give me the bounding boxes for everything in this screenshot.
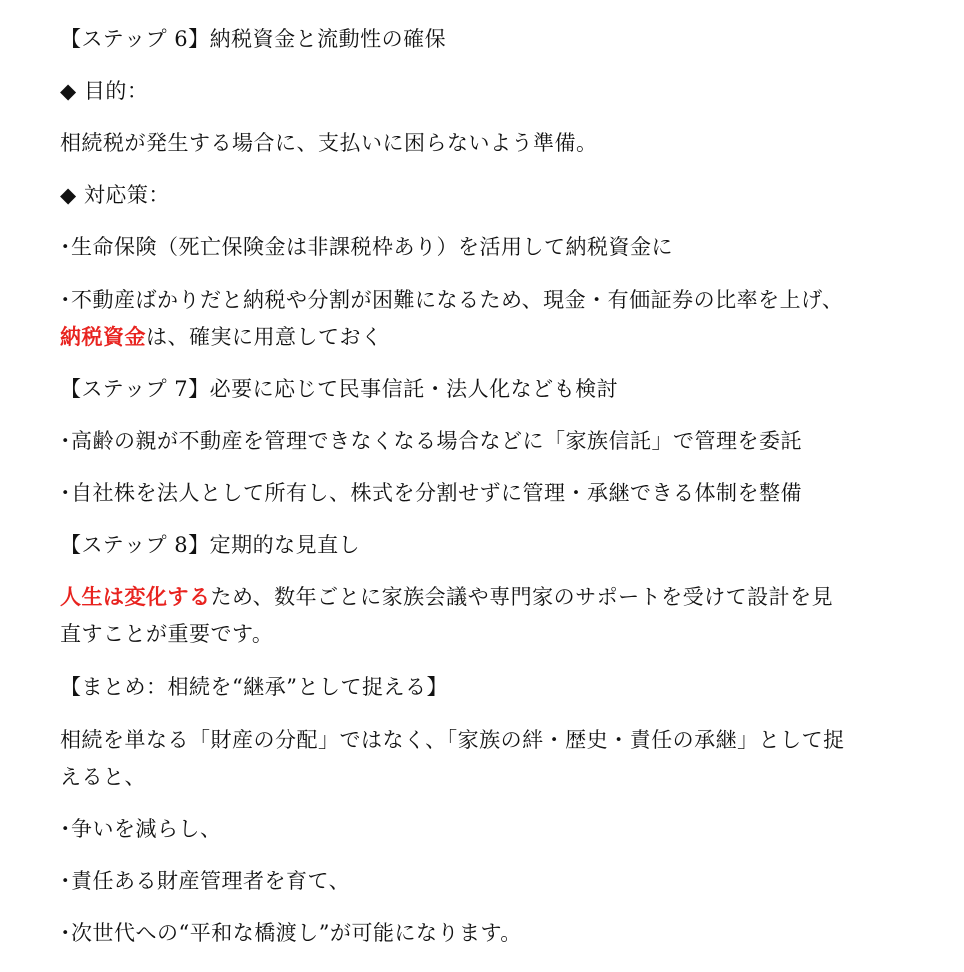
summary-heading: 【まとめ：相続を“継承”として捉える】 xyxy=(60,675,448,699)
measure-item-liquidity: ･不動産ばかりだと納税や分割が困難になるため、現金・有価証券の比率を上げ、 xyxy=(60,288,844,312)
step6-heading: 【ステップ 6】納税資金と流動性の確保 xyxy=(60,27,447,51)
step7-heading: 【ステップ 7】必要に応じて民事信託・法人化なども検討 xyxy=(60,377,619,401)
purpose-text: 相続税が発生する場合に、支払いに困らないよう準備。 xyxy=(60,131,598,155)
measure-item-life-insurance: ･生命保険（死亡保険金は非課税枠あり）を活用して納税資金に xyxy=(60,235,673,259)
step8-text xyxy=(60,582,833,612)
summary-item-reduce-disputes: ･争いを減らし、 xyxy=(60,817,222,841)
purpose-label: ◆ 目的： xyxy=(60,79,149,103)
highlight-tax-funds: 納税資金 xyxy=(60,324,146,349)
summary-item-peaceful-handover: ･次世代への“平和な橋渡し”が可能になります。 xyxy=(60,921,522,945)
step7-item-company-shares: ･自社株を法人として所有し、株式を分割せずに管理・承継できる体制を整備 xyxy=(60,481,802,505)
highlight-life-changes: 人生は変化する xyxy=(60,584,211,609)
document-page xyxy=(60,0,910,972)
summary-paragraph: 相続を単なる「財産の分配」ではなく、「家族の絆・歴史・責任の承継」として捉 xyxy=(60,728,845,752)
step8-heading: 【ステップ 8】定期的な見直し xyxy=(60,533,361,557)
summary-item-responsible-managers: ･責任ある財産管理者を育て、 xyxy=(60,869,351,893)
summary-paragraph-continued: えると、 xyxy=(60,765,146,789)
measures-label: ◆ 対応策： xyxy=(60,183,170,207)
measure-item-liquidity-continued xyxy=(60,322,383,352)
step8-text-rest: ため、数年ごとに家族会議や専門家のサポートを受けて設計を見 xyxy=(210,585,834,609)
measure-item-liquidity-rest: は、確実に用意しておく xyxy=(146,325,383,349)
step7-item-family-trust: ･高齢の親が不動産を管理できなくなる場合などに「家族信託」で管理を委託 xyxy=(60,429,802,453)
step8-text-continued: 直すことが重要です。 xyxy=(60,622,274,646)
